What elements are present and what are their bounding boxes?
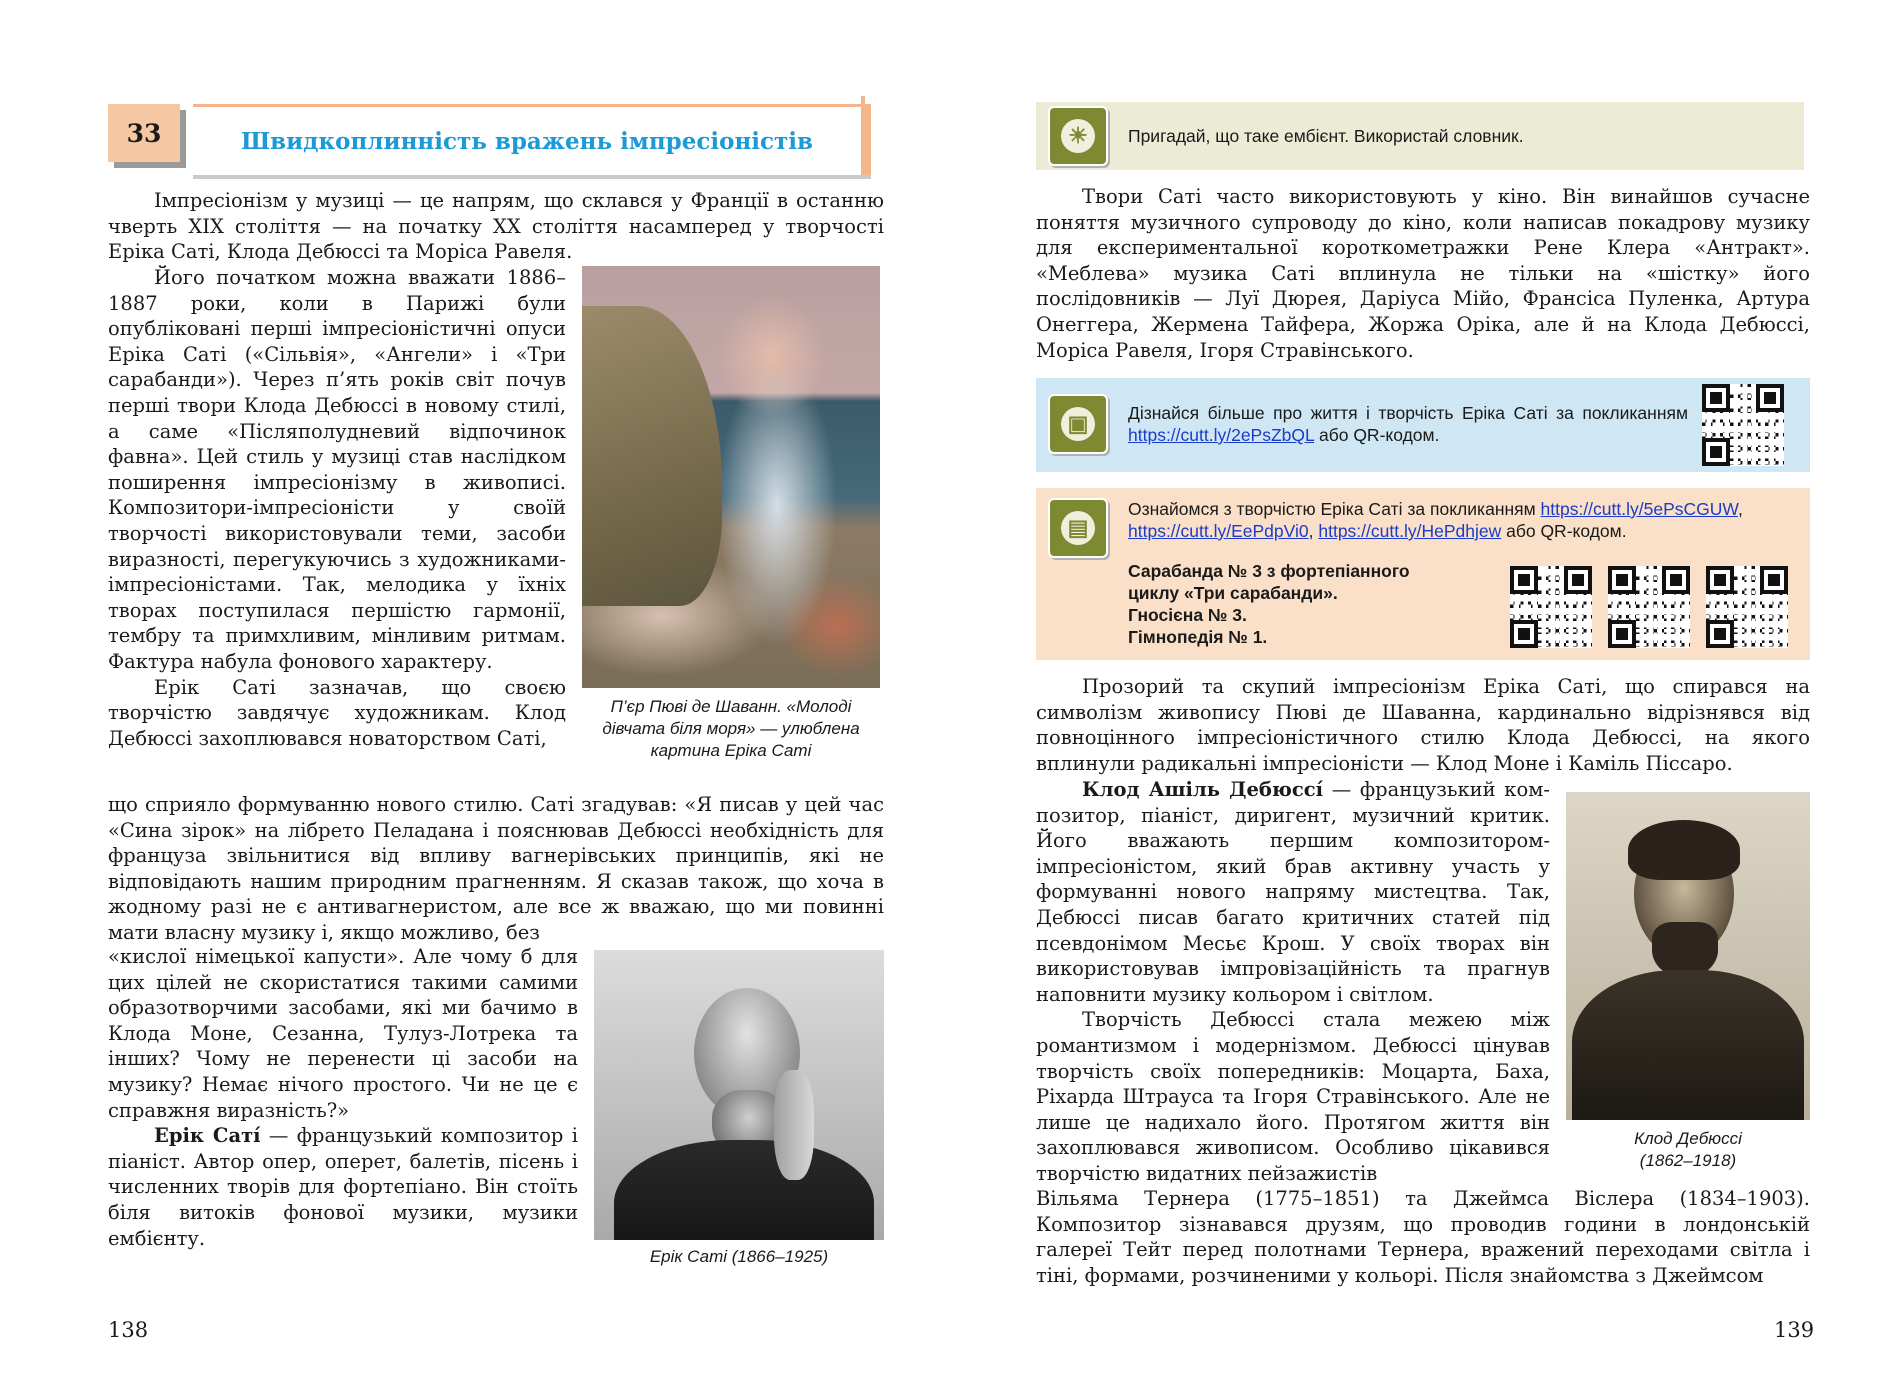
paragraph-satie-quote-end: «кислої німецької капусти». Але чому б для цих цілей не скористатися такими самими образотворчими засобами, які ми бачимо в Клода Моне, Сезанна, Тулуз-Лотрека та інших? Чому не перенести ці засоби на музику? Немає нічого простого. Чи не це є справжня виразність?» Ерік Саті́ — французький композитор і піаніст. Автор опер, оперет, балетів, пісень і численних творів для фортепіано. Він стоїть біля витоків фонової музики, музики ембієнту. [108, 945, 578, 1250]
photo-erik-satie [594, 950, 884, 1240]
intro-paragraph [108, 188, 884, 265]
painting-caption: П’єр Пюві де Шаванн. «Молоді дівчата біля моря» — улюблена картина Еріка Саті [602, 697, 860, 760]
debussy-body [1572, 970, 1804, 1120]
paragraph-satie-artists: Ерік Саті зазначав, що своєю творчістю завдячує художникам. Клод Дебюссі захоплювався новаторством Саті, [108, 675, 566, 750]
paragraph-satie-quote: що сприяло формуванню нового стилю. Саті згадував: «Я писав у цей час «Сина зірок» на лібрето Пеладана і пояснював Дебюссі необхідність для француза звільнитися від впливу вагнерівських принципів, які не відповідають нашим природним прагненням. Я сказав також, що хоча в жодному разі не є антивагнеристом, але все ж вважаю, що ми повинні мати власну музику і, якщо можливо, без [108, 793, 884, 944]
satie-hand [774, 1070, 814, 1180]
right-page [952, 0, 1904, 1400]
work-item: циклу «Три сарабанди». [1128, 583, 1338, 603]
paragraph-satie-vs-debussy: Прозорий та скупий імпресіонізм Еріка Саті, що спирався на символізм живопису Пюві де Шаванна, кардинально відрізнявся від повноцінного імпресіоністичного стилю Клода Дебюссі, на якого вплинули радикальні імпресіоністи — Клод Моне і Каміль Піссаро. [1036, 675, 1810, 775]
info-box-satie-life [1036, 378, 1810, 472]
paragraph-satie-bio: Ерік Саті́ — французький композитор і піаніст. Автор опер, оперет, балетів, пісень і численних творів для фортепіано. Він стоїть біля витоків фонової музики, музики ембієнту. [108, 1124, 578, 1250]
qr-code-sarabande[interactable] [1510, 566, 1592, 648]
info-box-text: Дізнайся більше про життя і творчість Еріка Саті за покликанням https://cutt.ly/2ePsZbQL або QR-кодом. [1128, 403, 1688, 445]
qr-code-satie-life[interactable] [1702, 384, 1784, 466]
qr-code-gnossienne[interactable] [1608, 566, 1690, 648]
painting-young-girls-by-the-sea [582, 266, 880, 688]
screen-chart-icon: ▤ [1048, 498, 1108, 558]
photo-claude-debussy [1566, 792, 1810, 1120]
work-item: Гносієна № 3. [1128, 605, 1247, 625]
debussy-photo-caption: Клод Дебюссі (1862–1918) [1634, 1129, 1742, 1170]
paragraph-beginnings: Його початком можна вважати 1886–1887 роки, коли в Парижі були опубліковані перші імпресіоністичні опуси Еріка Саті («Сільвія», «Ангели» і «Три сарабанди»). Через п’ять років світ почув перші твори Клода Дебюссі в новому стилі, а саме «Післяполудневий відпочинок фавна». Цей стиль у музиці став наслідком поширення імпресіонізму в живописі. Композитори-імпресіоністи у своїй творчості використовували теми, засоби виразності, перегукуючись з художниками-імпресіоністами. Так, мелодика у їхніх творах поступилася першістю гармонії, тембру та примхливим, мінливим ритмам. Фактура набула фонового характеру. Ерік Саті зазначав, що своєю творчістю завдячує художникам. Клод Дебюссі захоплювався новаторством Саті, [108, 266, 566, 750]
work-item: Сарабанда № 3 з фортепіанного [1128, 561, 1410, 581]
paragraph-debussy-influences: Творчість Дебюссі стала межею між романтизмом і модернізмом. Дебюссі цінував творчість своїх попередників: Моцарта, Баха, Ріхарда Штрауса та Ігоря Стравінського. Але не лише це надихало його. Протягом життя він захоплювався живописом. Особливо цікавився творчістю видатних пейзажистів [1036, 1008, 1550, 1185]
link-satie-works-2[interactable]: https://cutt.ly/EePdpVi0 [1128, 521, 1309, 541]
task-box-text: Пригадай, що таке ембієнт. Використай словник. [1128, 126, 1524, 146]
paragraph-satie-cinema: Твори Саті часто використовують у кіно. Він винайшов сучасне поняття музичного супроводу до кіно, коли написав покадрову музику для експериментальної короткометражки Рене Клера «Антракт». «Меблева» музика Саті вплинула не тільки на «шістку» його послідовників — Луї Дюрея, Даріуса Мійо, Франсіса Пуленка, Артура Онеггера, Жермена Тайфера, Жоржа Оріка, але й на Клода Дебюссі, Моріса Равеля, Ігоря Стравінського. [1036, 185, 1810, 362]
works-box-text: Ознайомся з творчістю Еріка Саті за покликанням https://cutt.ly/5ePsCGUW, https://cutt.ly/EePdpVi0, https://cutt.ly/HePdhjew або QR-кодом. [1128, 499, 1743, 541]
works-list [1128, 560, 1468, 648]
satie-body [614, 1140, 874, 1240]
lightbulb-head-icon: ☀ [1048, 106, 1108, 166]
task-box-ambient [1036, 102, 1804, 170]
work-item: Гімнопедія № 1. [1128, 627, 1268, 647]
link-satie-life[interactable]: https://cutt.ly/2ePsZbQL [1128, 425, 1315, 445]
paragraph-debussy-turner: Вільяма Тернера (1775–1851) та Джеймса Віслера (1834–1903). Композитор зізнавався друзям, що проводив години в лондонській галереї Тейт перед полотнами Тернера, вражений переходами світла і тіні, формами, розчиненими у кольорі. Після знайомства з Джеймсом [1036, 1187, 1810, 1287]
qr-code-gymnopedie[interactable] [1706, 566, 1788, 648]
painting-rock [582, 306, 722, 606]
paragraph-impressionism-definition: Імпресіонізм у музиці — це напрям, що склався у Франції в останню чверть XIX століття — на початку XX століття насамперед у творчості Еріка Саті, Клода Дебюссі та Моріса Равеля. [108, 189, 884, 264]
debussy-hair [1628, 820, 1740, 880]
chapter-title: Швидкоплинність вражень імпресіоністів [193, 104, 871, 175]
satie-photo-caption: Ерік Саті (1866–1925) [649, 1247, 829, 1266]
link-satie-works-3[interactable]: https://cutt.ly/HePdhjew [1318, 521, 1502, 541]
page-number-right: 139 [1774, 1318, 1815, 1342]
chapter-number: 33 [108, 104, 180, 162]
page-number-left: 138 [108, 1318, 149, 1342]
phone-qr-icon: ▣ [1048, 394, 1108, 454]
link-satie-works-1[interactable]: https://cutt.ly/5ePsCGUW [1540, 499, 1738, 519]
paragraph-debussy-bio: Клод Ашіль Дебюссі́ — французький композитор, піаніст, диригент, музичний критик. Його вважають першим композитором-імпресіоністом, який брав активну участь у формуванні нового напряму мистецтва. Так, Дебюссі писав багато критичних статей під псевдонімом Месьє Крош. У своїх творах він використовував імпровізаційність та прагнув наповнити музику кольором і світлом. Творчість Дебюссі стала межею між романтизмом і модернізмом. Дебюссі цінував творчість своїх попередників: Моцарта, Баха, Ріхарда Штрауса та Ігоря Стравінського. Але не лише це надихало його. Протягом життя він захоплювався живописом. Особливо цікавився творчістю видатних пейзажистів [1036, 778, 1550, 1185]
info-box-satie-works [1036, 488, 1810, 660]
